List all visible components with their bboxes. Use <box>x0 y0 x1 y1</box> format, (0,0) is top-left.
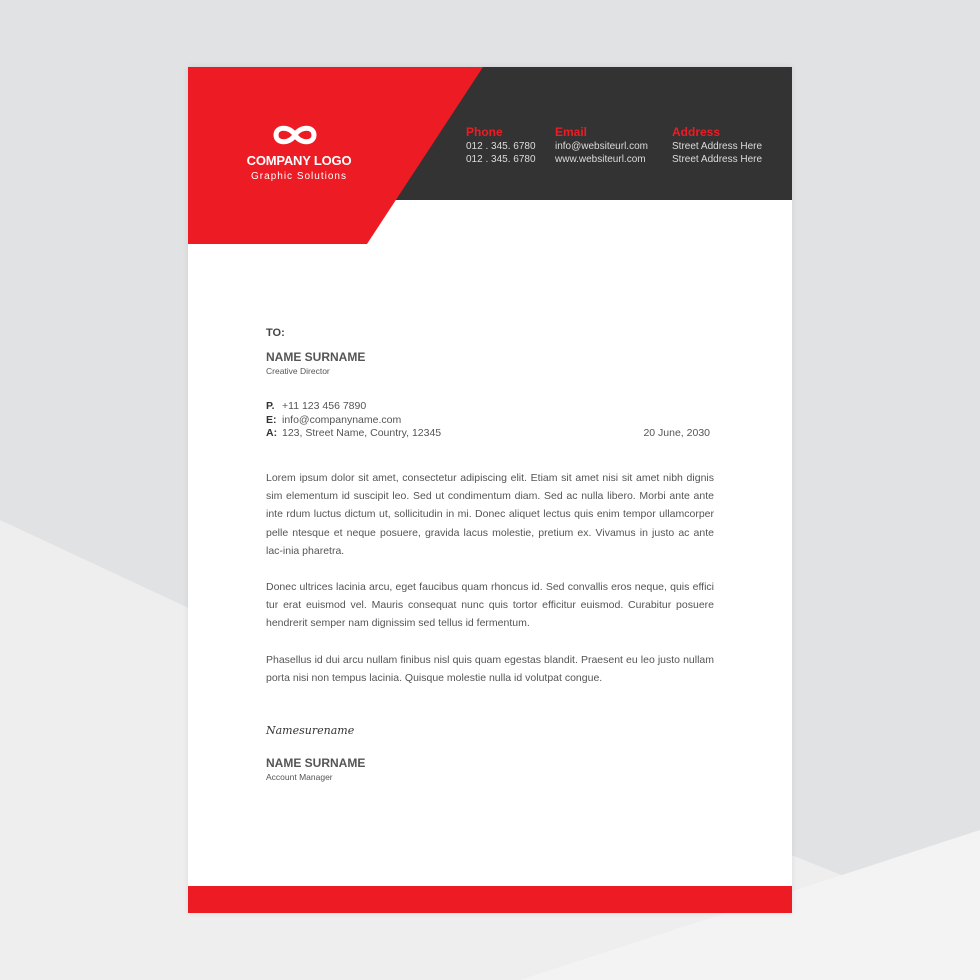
email-line: info@websiteurl.com <box>555 141 648 152</box>
signer-name: NAME SURNAME <box>266 756 366 770</box>
address-key: A: <box>266 427 278 439</box>
recipient-address-value: 123, Street Name, Country, 12345 <box>282 427 442 439</box>
letter-date: 20 June, 2030 <box>643 427 710 439</box>
phone-label: Phone <box>466 125 503 139</box>
footer-red-bar <box>188 886 792 913</box>
recipient-email <box>266 414 401 426</box>
address-label: Address <box>672 125 721 139</box>
phone-key: P. <box>266 400 275 412</box>
address-contact <box>672 126 762 166</box>
recipient-phone <box>266 400 366 412</box>
recipient-phone-value: +11 123 456 7890 <box>282 400 367 412</box>
body-paragraph: Donec ultrices lacinia arcu, eget faucibus quam rhoncus id. Sed convallis eros neque, quis effici tur erat euismod vel. Mauris consequat nunc quis tortor efficitur euismod. Curabitur posuere hendrerit semper nam dignissim sed tellus id fermentum. <box>266 581 714 630</box>
body-paragraph: Phasellus id dui arcu nullam finibus nisl quis quam egestas blandit. Praesent eu leo justo nullam porta nisi non tempus lacinia. Quisque molestie nulla id volutpat congue. <box>266 654 714 685</box>
infinity-icon <box>272 122 318 148</box>
address-line: Street Address Here <box>672 154 763 165</box>
signature-script: Namesurename <box>266 724 355 737</box>
signer-role: Account Manager <box>266 772 333 782</box>
address-line: Street Address Here <box>672 141 763 152</box>
body-paragraph: Lorem ipsum dolor sit amet, consectetur adipiscing elit. Etiam sit amet nisi sit amet nibh dignis sim elementum id suscipit leo. Sed ut condimentum diam. Sed ac nulla libero. Morbi ante ante inte rdum luctus dictum ut, sollicitudin in mi. Donec aliquet lectus quis enim tempor ullamcorper pelle ntesque et neque posuere, gravida lacus molestie, pretium ex. Vivamus in justo ac ante lac-inia pharetra. <box>266 472 714 557</box>
recipient-role: Creative Director <box>266 366 330 376</box>
recipient-email-value: info@companyname.com <box>282 414 402 426</box>
company-logo-title: COMPANY LOGO <box>246 153 352 168</box>
website-line: www.websiteurl.com <box>555 154 646 165</box>
recipient-address <box>266 427 441 439</box>
to-label: TO: <box>266 327 285 339</box>
email-label: Email <box>555 125 588 139</box>
recipient-name: NAME SURNAME <box>266 350 366 364</box>
email-key: E: <box>266 414 277 426</box>
company-logo-subtitle: Graphic Solutions <box>251 171 347 182</box>
handwritten-signature <box>264 719 355 739</box>
phone-line: 012 . 345. 6780 <box>466 154 536 165</box>
phone-contact <box>466 126 536 166</box>
phone-line: 012 . 345. 6780 <box>466 141 536 152</box>
email-contact <box>555 126 648 166</box>
letterhead-page <box>188 67 792 913</box>
